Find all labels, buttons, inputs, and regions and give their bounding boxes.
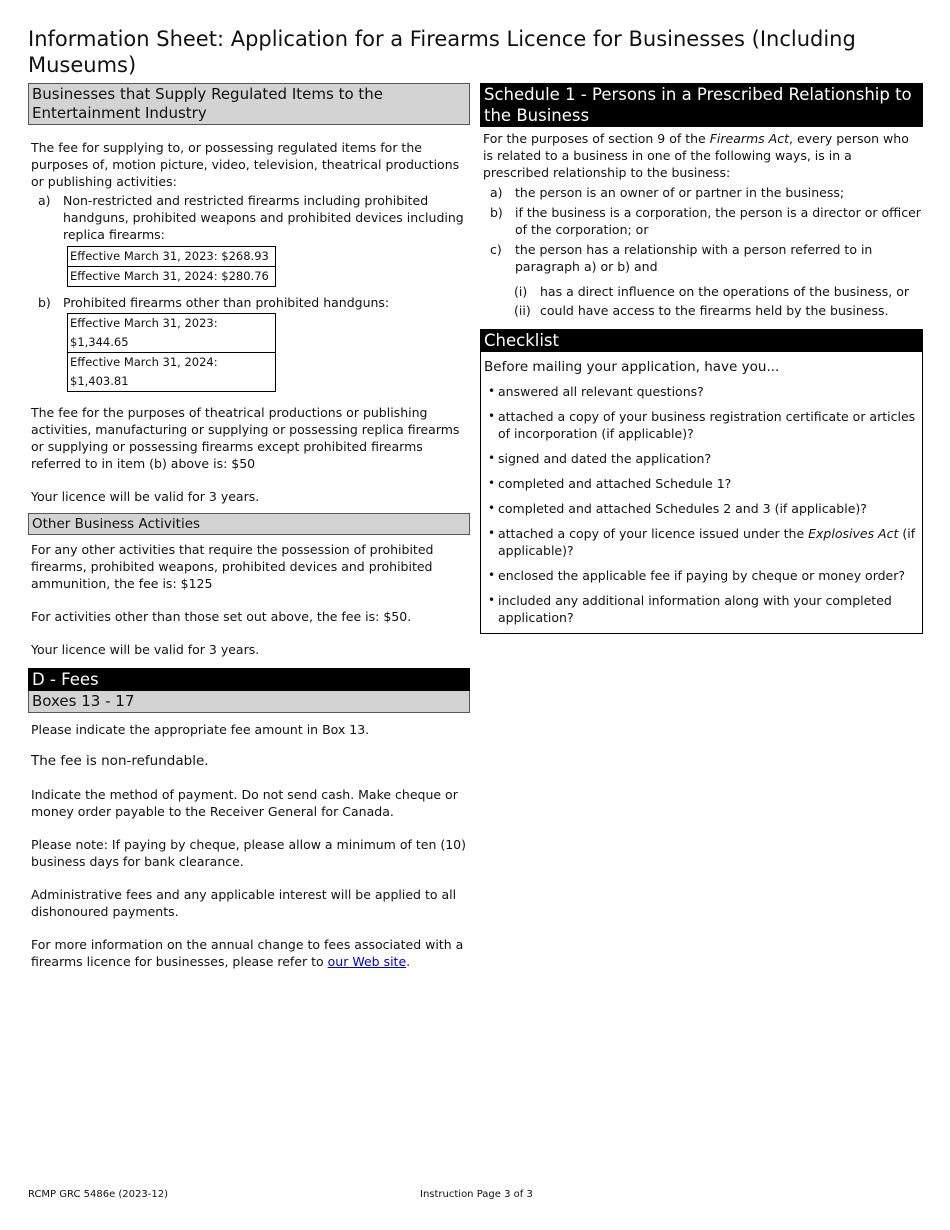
bullet-icon: • [488,593,496,607]
fees-cheque-note: Please note: If paying by cheque, please allow a minimum of ten (10) business days for bank clearance. [31,837,467,869]
entertainment-intro: The fee for supplying to, or possessing regulated items for the purposes of, motion picture, video, television, theatrical productions or publishing activities: [31,140,460,189]
other-activities-para2: For activities other than those set out above, the fee is: $50. [31,609,412,624]
form-id: RCMP GRC 5486e (2023-12) [28,1189,168,1200]
item-marker: b) [490,205,503,220]
checklist-item-text: included any additional information along with your completed application? [498,593,892,625]
schedule1-intro-text-end: , every person who is related to a business in one of the following ways, is in a prescribed relationship to the business: [483,131,909,180]
item-a-fee-table [67,246,276,287]
checklist-item-text: answered all relevant questions? [498,384,704,399]
bullet-icon: • [488,384,496,398]
fees-dishonoured: Administrative fees and any applicable interest will be applied to all dishonoured payments. [31,887,457,919]
list-item-text: if the business is a corporation, the person is a director or officer of the corporation; or [515,205,921,237]
checklist-item-text: attached a copy of your business registration certificate or articles of incorporation (if applicable)? [498,409,916,441]
entertainment-validity: Your licence will be valid for 3 years. [31,489,260,504]
list-item-text: could have access to the firearms held by the business. [540,303,889,318]
fees-more-info-text: For more information on the annual change to fees associated with a firearms licence for businesses, please refer to [31,937,464,969]
checklist-item [484,592,919,626]
left-column [28,83,470,970]
item-marker: c) [490,242,502,257]
list-item [514,302,923,319]
fees-more-info-end: . [406,954,411,969]
item-b-fee-table [67,313,276,392]
list-item [490,184,923,201]
list-item [38,192,470,243]
fees-payment-method: Indicate the method of payment. Do not send cash. Make cheque or money order payable to the Receiver General for Canada. [31,787,458,819]
checklist-item-text [498,525,919,559]
fees-non-refundable: The fee is non-refundable. [31,753,209,769]
checklist-items [484,383,919,626]
item-marker: a) [38,193,51,208]
schedule1-heading: Schedule 1 - Persons in a Prescribed Relationship to the Business [480,83,923,127]
page-title: Information Sheet: Application for a Firearms Licence for Businesses (Including Museums) [28,27,856,77]
item-marker: (ii) [514,303,531,318]
list-item-text: the person has a relationship with a person referred to in paragraph a) or b) and [515,242,873,274]
checklist-item-text: enclosed the applicable fee if paying by cheque or money order? [498,568,906,583]
schedule1-intro-text: For the purposes of section 9 of the [483,131,710,146]
checklist-heading: Checklist [480,329,923,352]
entertainment-heading: Businesses that Supply Regulated Items to the Entertainment Industry [28,83,470,125]
fees-more-info [28,936,470,970]
bullet-icon: • [488,501,496,515]
list-item-text: has a direct influence on the operations of the business, or [540,284,910,299]
other-activities-heading: Other Business Activities [28,513,470,535]
item-marker: b) [38,295,51,310]
checklist-box [480,352,923,634]
page-number: Instruction Page 3 of 3 [420,1189,533,1200]
fee-row: Effective March 31, 2024: $280.76 [68,266,275,286]
checklist-item [484,525,919,559]
fees-para-box13: Please indicate the appropriate fee amount in Box 13. [31,722,370,737]
explosives-text-end: (if applicable)? [498,526,916,558]
item-marker: a) [490,185,503,200]
bullet-icon: • [488,568,496,582]
checklist-item [484,475,919,492]
list-item [490,204,923,238]
bullet-icon: • [488,526,496,540]
checklist-intro: Before mailing your application, have you... [484,359,780,375]
explosives-text: attached a copy of your licence issued under the [498,526,809,541]
schedule1-list [490,184,923,275]
fee-row: Effective March 31, 2024: $1,403.81 [68,352,275,391]
checklist-item-text: signed and dated the application? [498,451,712,466]
item-b-text: Prohibited firearms other than prohibited handguns: [63,295,390,310]
checklist-item [484,500,919,517]
schedule1-sublist [514,283,923,319]
list-item [514,283,923,300]
theatrical-fee-text: The fee for the purposes of theatrical productions or publishing activities, manufacturing or supplying or possessing replica firearms or supplying or possessing firearms except prohibited firearms referred to in item (b) above is: $50 [31,405,460,471]
checklist-item [484,450,919,467]
entertainment-list-b [38,294,470,311]
list-item [38,294,470,311]
checklist-item [484,408,919,442]
other-activities-para1: For any other activities that require the possession of prohibited firearms, prohibited weapons, prohibited devices and prohibited ammunition, the fee is: $125 [31,542,434,591]
entertainment-list [38,192,470,243]
bullet-icon: • [488,476,496,490]
firearms-act-title: Firearms Act [709,131,789,146]
checklist-item-text: completed and attached Schedules 2 and 3 (if applicable)? [498,501,867,516]
item-a-text: Non-restricted and restricted firearms including prohibited handguns, prohibited weapons and prohibited devices including replica firearms: [63,193,464,242]
other-activities-validity: Your licence will be valid for 3 years. [31,642,260,657]
fees-heading: D - Fees [28,668,470,691]
checklist-item-text: completed and attached Schedule 1? [498,476,732,491]
list-item-text: the person is an owner of or partner in the business; [515,185,845,200]
checklist-item [484,567,919,584]
fee-row: Effective March 31, 2023: $268.93 [70,249,269,263]
checklist-item [484,383,919,400]
web-site-link[interactable]: our Web site [327,954,407,969]
fees-subheading: Boxes 13 - 17 [28,691,470,713]
list-item [490,241,923,275]
bullet-icon: • [488,451,496,465]
right-column [480,83,923,634]
bullet-icon: • [488,409,496,423]
schedule1-intro [480,130,923,181]
item-marker: (i) [514,284,528,299]
explosives-act-title: Explosives Act [808,526,899,541]
fee-row: Effective March 31, 2023: $1,344.65 [70,316,218,349]
